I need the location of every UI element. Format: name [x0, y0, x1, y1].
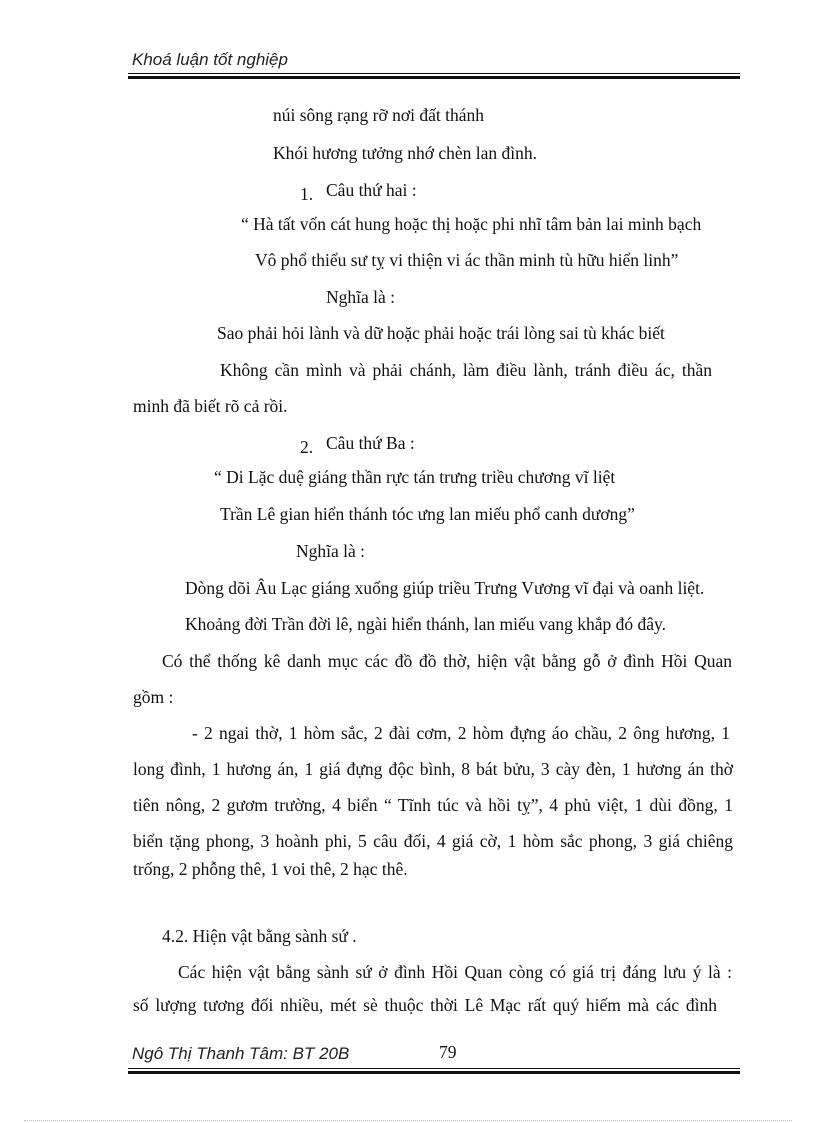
page-number: 79 [439, 1042, 457, 1062]
meaning-line: minh đã biết rõ cả rồi. [133, 396, 288, 416]
header-rule-thick [128, 76, 740, 79]
quote-line: Trần Lê gian hiển thánh tóc ưng lan miếu phổ canh dương” [220, 504, 635, 524]
quote-line: “ Hà tất vốn cát hung hoặc thị hoặc phi nhĩ tâm bản lai minh bạch [241, 214, 702, 234]
item-number: 1. [300, 184, 314, 204]
section-heading: 4.2. Hiện vật bằng sành sứ . [162, 926, 357, 946]
header-rule-thin [128, 73, 740, 74]
meaning-line: Khoảng đời Trần đời lê, ngài hiển thánh, lan miếu vang khắp đó đây. [185, 614, 667, 634]
meaning-label: Nghĩa là : [326, 287, 396, 307]
verse-line: Khói hương tưởng nhớ chèn lan đình. [273, 143, 537, 163]
list-line: trống, 2 phỗng thê, 1 voi thê, 2 hạc thê. [133, 859, 408, 879]
list-line: long đình, 1 hương án, 1 giá đựng độc bình, 8 bát bửu, 3 cày đèn, 1 hương án thờ [133, 759, 733, 779]
list-line: - 2 ngai thờ, 1 hòm sắc, 2 đài cơm, 2 hòm đựng áo chầu, 2 ông hương, 1 [192, 723, 730, 743]
item-label: Câu thứ Ba : [326, 433, 415, 453]
meaning-line: Sao phải hỏi lành và dữ hoặc phải hoặc trái lòng sai tù khác biết [217, 323, 665, 343]
paragraph-line: Các hiện vật bằng sành sứ ở đình Hồi Quan còng có giá trị đáng lưu ý là : [178, 962, 732, 982]
page-edge-dotted-line [24, 1120, 792, 1121]
header-title: Khoá luận tốt nghiệp [132, 50, 288, 69]
meaning-line: Dòng dõi Âu Lạc giáng xuống giúp triều Trưng Vương vĩ đại và oanh liệt. [185, 578, 705, 598]
quote-line: “ Di Lặc duệ giáng thần rực tán trưng triều chương vĩ liệt [214, 467, 616, 487]
footer-rule-thick [128, 1071, 740, 1074]
meaning-line: Không cần mình và phải chánh, làm điều lành, tránh điều ác, thần [220, 360, 712, 380]
meaning-label: Nghĩa là : [296, 541, 366, 561]
item-number: 2. [300, 437, 314, 457]
list-line: tiên nông, 2 gươm trường, 4 biển “ Tĩnh túc và hồi tỵ”, 4 phủ việt, 1 dùi đồng, 1 [133, 795, 733, 815]
quote-line: Vô phổ thiểu sư tỵ vi thiện vi ác thần minh tù hữu hiển linh” [255, 250, 679, 270]
paragraph-line: Có thể thống kê danh mục các đồ đồ thờ, hiện vật bằng gỗ ở đình Hồi Quan [162, 651, 732, 671]
paragraph-line: gồm : [133, 687, 174, 707]
footer-author: Ngô Thị Thanh Tâm: BT 20B [132, 1044, 350, 1063]
paragraph-line: số lượng tương đối nhiều, mét sè thuộc thời Lê Mạc rất quý hiếm mà các đình [133, 995, 717, 1015]
footer-rule-thin [128, 1068, 740, 1069]
item-label: Câu thứ hai : [326, 180, 417, 200]
list-line: biển tặng phong, 3 hoành phi, 5 câu đối, 4 giá cờ, 1 hòm sắc phong, 3 giá chiêng [133, 831, 733, 851]
verse-line: núi sông rạng rỡ nơi đất thánh [273, 105, 484, 125]
